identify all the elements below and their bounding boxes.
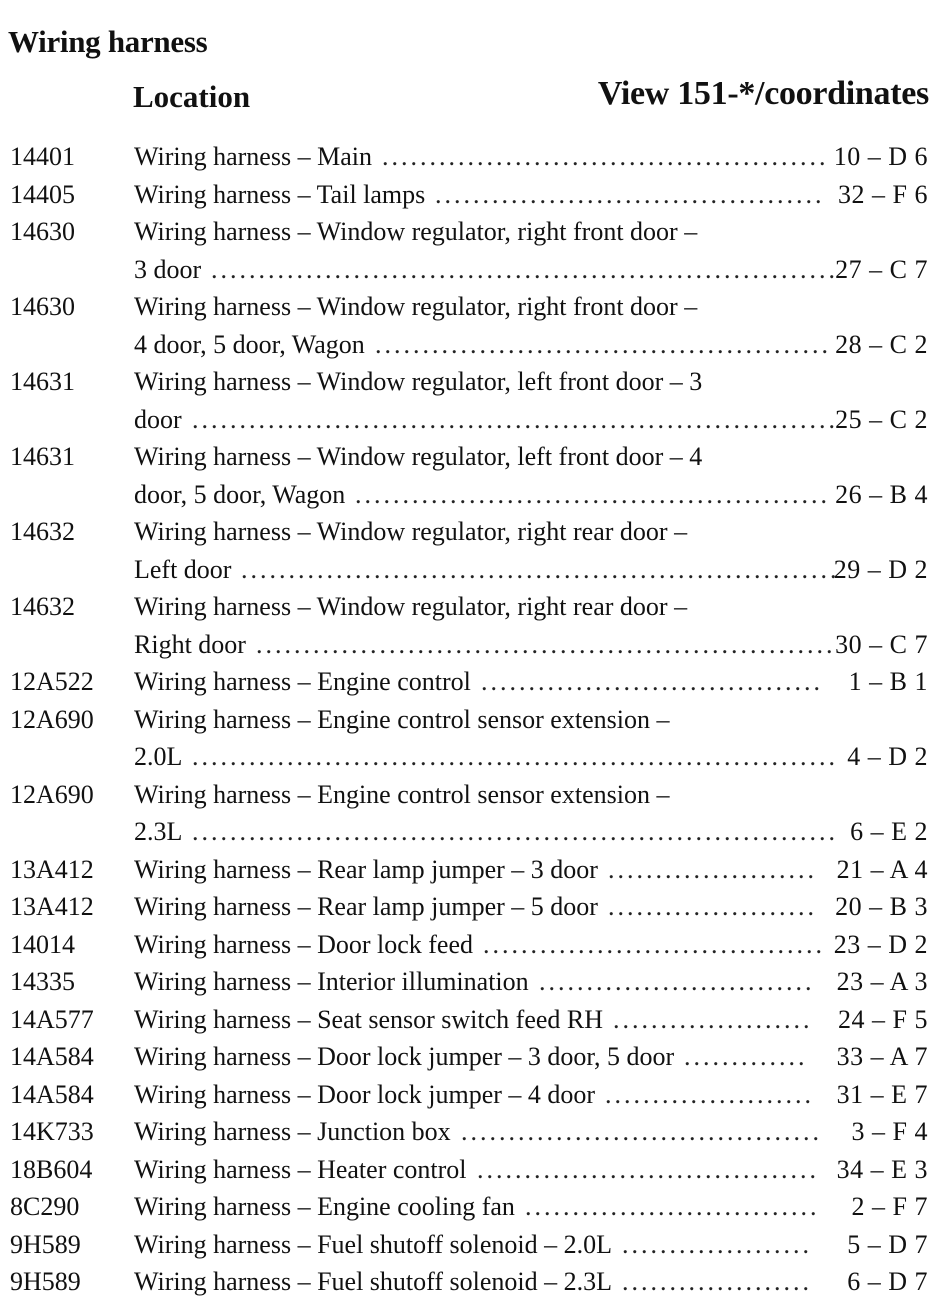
dot-leader: .................... (622, 1229, 812, 1259)
list-item (0, 363, 938, 438)
part-code: 14014 (10, 929, 75, 959)
list-item (0, 513, 938, 588)
part-code: 13A412 (10, 892, 94, 921)
list-item-line (0, 888, 938, 925)
dot-leader: .................................................................... (192, 404, 838, 434)
dot-leader: ...................... (605, 1079, 814, 1109)
harness-description: Wiring harness – Seat sensor switch feed RH (134, 1004, 604, 1034)
dot-leader: .................................... (481, 667, 823, 696)
part-code: 14632 (10, 517, 75, 546)
list-item-line (0, 851, 938, 888)
view-coordinate: 4 – D 2 (847, 742, 928, 771)
dot-leader: ................................................ (375, 329, 831, 359)
list-item (0, 1076, 938, 1114)
list-item (0, 438, 938, 513)
part-code: 13A412 (10, 854, 94, 884)
view-coordinate: 29 – D 2 (833, 554, 928, 584)
harness-description: Wiring harness – Junction box (134, 1117, 451, 1146)
list-item-line (0, 626, 938, 663)
view-coordinate: 33 – A 7 (836, 1042, 928, 1071)
part-code: 14335 (10, 967, 75, 996)
harness-description: Wiring harness – Fuel shutoff solenoid – 2.0L (134, 1229, 612, 1259)
list-item-line (0, 1038, 938, 1075)
view-coordinate: 24 – F 5 (838, 1004, 928, 1034)
view-coordinate: 6 – E 2 (850, 817, 928, 846)
view-coordinate: 27 – C 7 (835, 254, 928, 284)
harness-description: Wiring harness – Fuel shutoff solenoid – 2.3L (134, 1267, 612, 1296)
dot-leader: ...................... (608, 854, 817, 884)
harness-description-continued: door, 5 door, Wagon (134, 479, 346, 509)
dot-leader: ...................................... (461, 1117, 822, 1146)
dot-leader: ............................... (525, 1192, 820, 1221)
list-item-line (0, 813, 938, 850)
list-item (0, 1001, 938, 1039)
section-title: Wiring harness (8, 24, 208, 59)
list-item (0, 701, 938, 776)
part-code: 12A690 (10, 779, 94, 809)
view-coordinate: 10 – D 6 (833, 142, 928, 171)
list-item-line (0, 701, 938, 738)
location-column-heading: Location (133, 79, 251, 114)
list-item-line (0, 963, 938, 1000)
list-item (0, 1263, 938, 1301)
dot-leader: .................................................. (355, 479, 830, 509)
list-item (0, 851, 938, 889)
list-item (0, 1038, 938, 1076)
view-coordinate: 3 – F 4 (851, 1117, 928, 1146)
list-item-line (0, 551, 938, 588)
harness-description: Wiring harness – Rear lamp jumper – 5 door (134, 892, 598, 921)
view-coordinate: 28 – C 2 (835, 329, 928, 359)
list-item (0, 663, 938, 701)
harness-description: Wiring harness – Engine control sensor extension – (134, 704, 670, 734)
list-item-line (0, 1226, 938, 1263)
dot-leader: .................................................................... (192, 742, 838, 771)
part-code: 14405 (10, 179, 75, 209)
harness-list (0, 138, 938, 1301)
harness-description: Wiring harness – Engine control sensor extension – (134, 779, 670, 809)
part-code: 14630 (10, 292, 75, 321)
view-coordinate: 30 – C 7 (835, 629, 928, 659)
view-coordinate: 1 – B 1 (848, 667, 928, 696)
harness-description-continued: 2.3L (134, 817, 183, 846)
list-item-line (0, 363, 938, 400)
list-item-line (0, 513, 938, 550)
harness-description: Wiring harness – Main (134, 142, 372, 171)
harness-description: Wiring harness – Window regulator, right front door – (134, 292, 698, 321)
part-code: 12A690 (10, 704, 94, 734)
part-code: 14A577 (10, 1004, 94, 1034)
harness-description: Wiring harness – Engine cooling fan (134, 1192, 515, 1221)
list-item (0, 588, 938, 663)
list-item (0, 963, 938, 1001)
list-item-line (0, 326, 938, 363)
view-coordinate: 31 – E 7 (836, 1079, 928, 1109)
view-coordinate: 21 – A 4 (836, 854, 928, 884)
dot-leader: ............................................... (382, 142, 829, 171)
harness-description: Wiring harness – Engine control (134, 667, 471, 696)
view-coordinates-column-heading: View 151-*/coordinates (597, 75, 929, 112)
list-item-line (0, 776, 938, 813)
harness-description-continued: Right door (134, 629, 246, 659)
harness-description: Wiring harness – Door lock jumper – 3 door, 5 door (134, 1042, 675, 1071)
harness-description-continued: 4 door, 5 door, Wagon (134, 329, 365, 359)
part-code: 12A522 (10, 667, 94, 696)
view-coordinate: 23 – D 2 (833, 929, 928, 959)
view-coordinate: 5 – D 7 (847, 1229, 928, 1259)
list-item (0, 213, 938, 288)
list-item (0, 1226, 938, 1264)
harness-description: Wiring harness – Window regulator, right front door – (134, 217, 698, 246)
view-coordinate: 26 – B 4 (835, 479, 928, 509)
part-code: 8C290 (10, 1192, 80, 1221)
part-code: 14630 (10, 217, 75, 246)
list-item (0, 138, 938, 176)
part-code: 9H589 (10, 1267, 81, 1296)
list-item-line (0, 1151, 938, 1188)
dot-leader: ............. (684, 1042, 808, 1071)
harness-description-continued: 2.0L (134, 742, 183, 771)
list-item-line (0, 438, 938, 475)
list-item-line (0, 738, 938, 775)
harness-description-continued: Left door (134, 554, 232, 584)
part-code: 14631 (10, 367, 75, 396)
list-item-line (0, 1113, 938, 1150)
dot-leader: .................................... (477, 1154, 819, 1184)
list-item (0, 1151, 938, 1189)
harness-description: Wiring harness – Window regulator, left front door – 3 (134, 367, 703, 396)
dot-leader: ............................................................... (241, 554, 840, 584)
part-code: 18B604 (10, 1154, 93, 1184)
list-item (0, 776, 938, 851)
harness-description: Wiring harness – Door lock feed (134, 929, 474, 959)
list-item-line (0, 401, 938, 438)
list-item-line (0, 138, 938, 175)
dot-leader: ..................... (613, 1004, 813, 1034)
list-item-line (0, 1076, 938, 1113)
list-item-line (0, 288, 938, 325)
list-item-line (0, 476, 938, 513)
harness-description: Wiring harness – Window regulator, right rear door – (134, 592, 688, 621)
dot-leader: ...................... (608, 892, 817, 921)
list-item-line (0, 1263, 938, 1300)
dot-leader: ......................................... (435, 179, 825, 209)
dot-leader: .................... (622, 1267, 812, 1296)
harness-description: Wiring harness – Door lock jumper – 4 door (134, 1079, 596, 1109)
harness-description-continued: 3 door (134, 254, 202, 284)
dot-leader: ............................. (539, 967, 815, 996)
list-item-line (0, 1001, 938, 1038)
list-item-line (0, 663, 938, 700)
list-item-line (0, 176, 938, 213)
part-code: 9H589 (10, 1229, 81, 1259)
view-coordinate: 34 – E 3 (836, 1154, 928, 1184)
view-coordinate: 32 – F 6 (838, 179, 928, 209)
dot-leader: .................................... (483, 929, 825, 959)
list-item-line (0, 251, 938, 288)
view-coordinate: 25 – C 2 (835, 404, 928, 434)
harness-description: Wiring harness – Window regulator, left front door – 4 (134, 442, 703, 471)
part-code: 14K733 (10, 1117, 94, 1146)
part-code: 14401 (10, 142, 75, 171)
harness-description: Wiring harness – Window regulator, right rear door – (134, 517, 688, 546)
dot-leader: ............................................................. (256, 629, 836, 659)
list-item (0, 888, 938, 926)
list-item (0, 1113, 938, 1151)
list-item-line (0, 926, 938, 963)
harness-description-continued: door (134, 404, 182, 434)
part-code: 14632 (10, 592, 75, 621)
list-item-line (0, 213, 938, 250)
dot-leader: .................................................................. (211, 254, 838, 284)
part-code: 14631 (10, 442, 75, 471)
harness-description: Wiring harness – Heater control (134, 1154, 467, 1184)
harness-description: Wiring harness – Rear lamp jumper – 3 door (134, 854, 598, 884)
list-item (0, 288, 938, 363)
list-item-line (0, 1188, 938, 1225)
list-item (0, 926, 938, 964)
list-item (0, 1188, 938, 1226)
harness-description: Wiring harness – Interior illumination (134, 967, 529, 996)
view-coordinate: 20 – B 3 (835, 892, 928, 921)
view-coordinate: 6 – D 7 (847, 1267, 928, 1296)
list-item-line (0, 588, 938, 625)
view-coordinate: 2 – F 7 (851, 1192, 928, 1221)
list-item (0, 176, 938, 214)
part-code: 14A584 (10, 1042, 94, 1071)
part-code: 14A584 (10, 1079, 94, 1109)
harness-description: Wiring harness – Tail lamps (134, 179, 426, 209)
dot-leader: .................................................................... (192, 817, 838, 846)
view-coordinate: 23 – A 3 (836, 967, 928, 996)
